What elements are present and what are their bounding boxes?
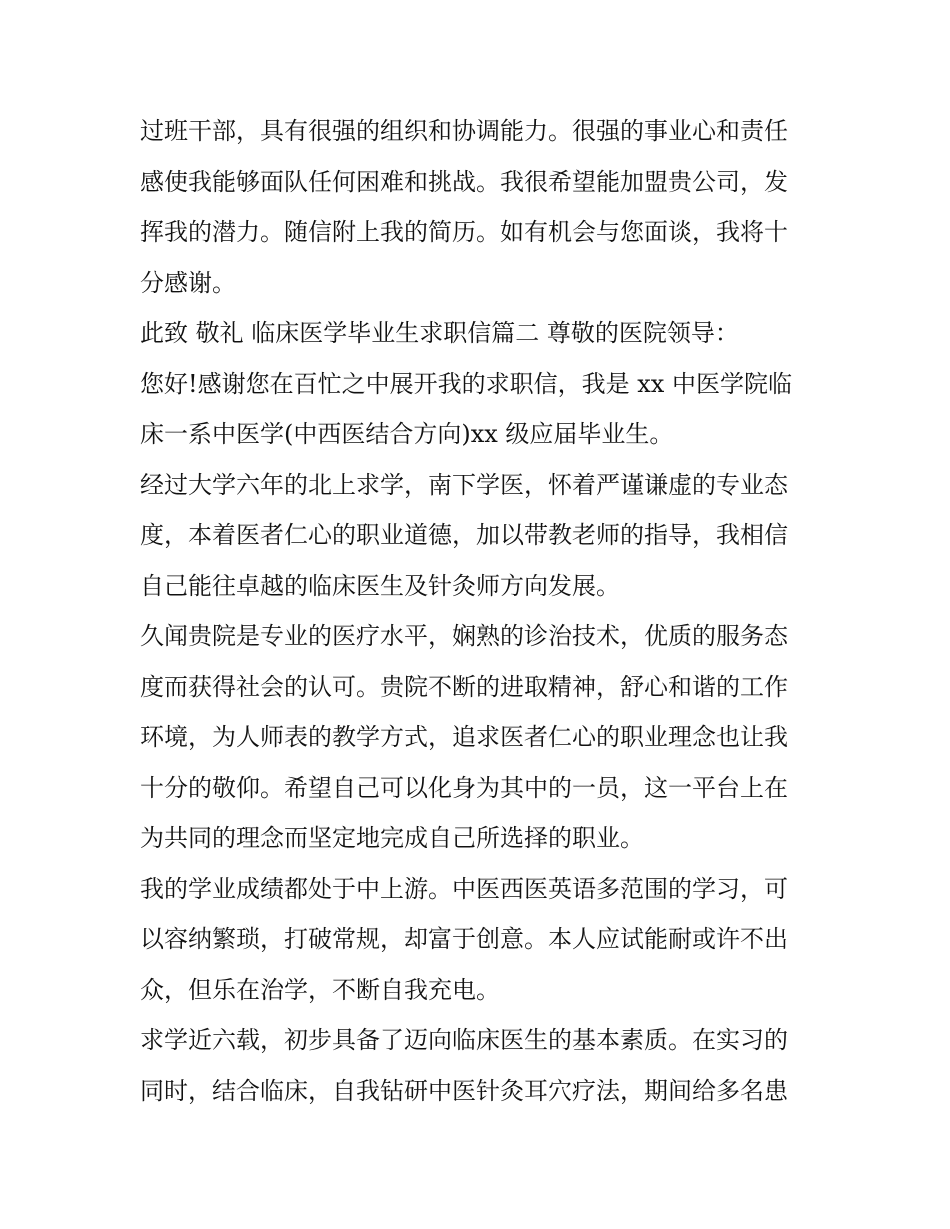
- text-line: 挥我的潜力。随信附上我的简历。如有机会与您面谈，我将十: [140, 218, 788, 246]
- text-line: 床一系中医学(中西医结合方向)xx 级应届毕业生。: [140, 420, 674, 448]
- text-line: 度而获得社会的认可。贵院不断的进取精神，舒心和谐的工作: [140, 672, 788, 701]
- text-line: 环境，为人师表的教学方式，追求医者仁心的职业理念也让我: [140, 723, 788, 751]
- text-line: 众，但乐在治学，不断自我充电。: [140, 975, 500, 1004]
- text-line: 十分的敬仰。希望自己可以化身为其中的一员，这一平台上在: [140, 773, 788, 802]
- text-line: 过班干部，具有很强的组织和协调能力。很强的事业心和责任: [140, 117, 788, 145]
- text-line: 求学近六载，初步具备了迈向临床医生的基本素质。在实习的: [140, 1026, 788, 1054]
- text-line: 感使我能够面队任何困难和挑战。我很希望能加盟贵公司，发: [140, 167, 788, 196]
- text-line: 分感谢。: [140, 268, 236, 297]
- document-body: [140, 106, 812, 1116]
- text-line: 此致 敬礼 临床医学毕业生求职信篇二 尊敬的医院领导：: [140, 319, 739, 347]
- text-line: 我的学业成绩都处于中上游。中医西医英语多范围的学习，可: [140, 874, 788, 903]
- text-line: 经过大学六年的北上求学，南下学医，怀着严谨谦虚的专业态: [140, 470, 788, 499]
- text-line: 为共同的理念而坚定地完成自己所选择的职业。: [140, 824, 644, 852]
- text-line: 您好!感谢您在百忙之中展开我的求职信，我是 xx 中医学院临: [140, 369, 792, 398]
- text-line: 自己能往卓越的临床医生及针灸师方向发展。: [140, 571, 620, 600]
- text-line: 以容纳繁琐，打破常规，却富于创意。本人应试能耐或许不出: [140, 925, 788, 953]
- text-line: 度，本着医者仁心的职业道德，加以带教老师的指导，我相信: [140, 521, 788, 549]
- text-line: 同时，结合临床，自我钻研中医针灸耳穴疗法，期间给多名患: [140, 1076, 788, 1105]
- text-line: 久闻贵院是专业的医疗水平，娴熟的诊治技术，优质的服务态: [140, 622, 788, 650]
